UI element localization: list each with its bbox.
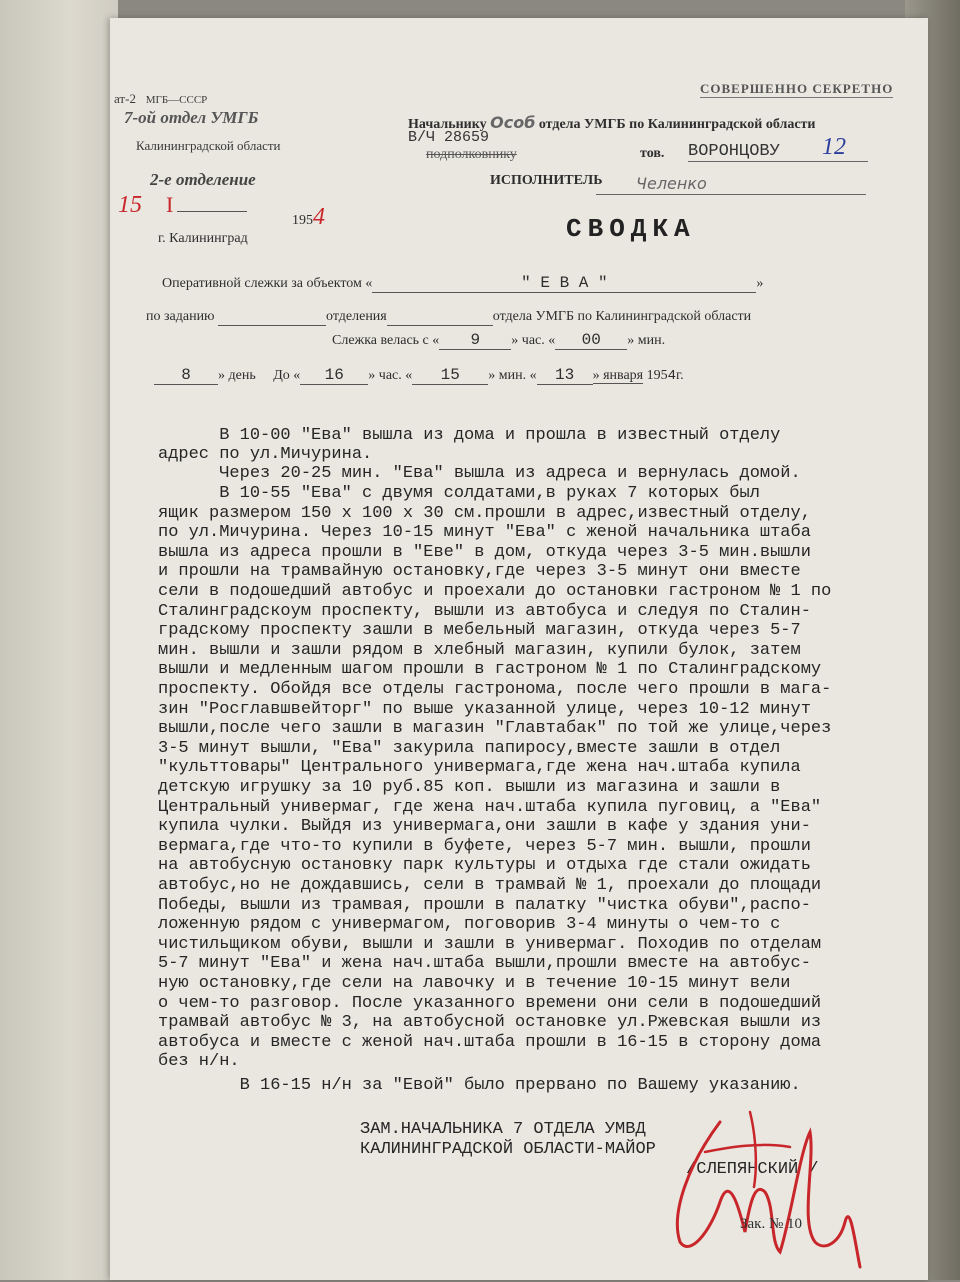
order-number: Зак. № 10 bbox=[740, 1216, 803, 1232]
body-line: без н/н. bbox=[158, 1052, 240, 1071]
body-line: по ул.Мичурина. Через 10-15 минут "Ева" с женой начальника штаба bbox=[158, 523, 811, 542]
blue-mark: 12 bbox=[822, 134, 846, 160]
task-line: по заданию отделения отдела УМГБ по Калининградской области bbox=[146, 309, 752, 324]
document-title: СВОДКА bbox=[566, 214, 696, 244]
body-line: Через 20-25 мин. "Ева" вышла из адреса и вернулась домой. bbox=[158, 464, 801, 483]
body-line: мин. вышли и зашли рядом в хлебный магазин, купили булок, затем bbox=[158, 641, 801, 660]
body-line: детскую игрушку за 10 руб.85 коп. вышли из магазина и зашли в bbox=[158, 778, 781, 797]
unit-number: В/Ч 28659 bbox=[408, 129, 490, 146]
addressee-line: Начальнику Особ отдела УМГБ по Калининградской области bbox=[408, 113, 816, 132]
adjacent-page-left bbox=[0, 0, 118, 1280]
region-label: Калининградской области bbox=[136, 138, 281, 153]
addressee-name: ВОРОНЦОВУ bbox=[688, 142, 868, 162]
to-label: тов. bbox=[640, 146, 665, 161]
body-line: Центральный универмаг, где жена нач.штаба купила пуговиц, а "Ева" bbox=[158, 798, 822, 817]
city-label: г. Калининград bbox=[158, 231, 248, 246]
body-line: ложенную рядом с универмагом, поговорив 3-4 минуты о чем-то с bbox=[158, 915, 781, 934]
surveillance-line: Оперативной слежки за объектом « " Е В А " » bbox=[162, 274, 764, 292]
body-line: сели в подошедший автобус и проехали до остановки гастроном № 1 по bbox=[158, 582, 832, 601]
body-line: В 10-55 "Ева" с двумя солдатами,в руках 7 которых был bbox=[158, 484, 760, 503]
handwritten-signature bbox=[650, 1092, 880, 1282]
from-time-line: Слежка велась с « 9 » час. « 00 » мин. bbox=[332, 331, 666, 349]
body-line: Сталинградскоум проспекту, вышли из автобуса и следуя по Сталин- bbox=[158, 602, 811, 621]
body-line: проспекту. Обойдя все отделы гастронома, после чего прошли в мага- bbox=[158, 680, 832, 699]
body-line: о чем-то разговор. После указанного времени они сели в подошедший bbox=[158, 994, 822, 1013]
body-line: 3-5 минут вышли, "Ева" закурила папиросу,вместе зашли в отдел bbox=[158, 739, 781, 758]
signer-name: /СЛЕПЯНСКИЙ / bbox=[686, 1160, 819, 1179]
rank-struck: подполковнику bbox=[426, 147, 517, 162]
body-line: автобус,но не дождавшись, сели в трамвай № 1, проехали до площади bbox=[158, 876, 822, 895]
body-line: трамвай автобус № 3, на автобусной остановке ул.Ржевская вышли из bbox=[158, 1013, 822, 1032]
body-line: ную остановку,где сели на лавочку и в течение 10-15 минут вели bbox=[158, 974, 791, 993]
executor-field: Челенко bbox=[596, 174, 866, 195]
body-line: на автобусную остановку парк культуры и отдыха где стали ожидать bbox=[158, 856, 811, 875]
body-line: "культтовары" Центрального универмага,где жена нач.штаба купила bbox=[158, 758, 801, 777]
doc-year: 1954 bbox=[292, 204, 325, 230]
body-line: зин "Росглавшвейторг" по выше указанной улице, через 10-12 минут bbox=[158, 700, 811, 719]
body-line: купила чулки. Выйдя из универмага,они зашли в кафе у здания уни- bbox=[158, 817, 811, 836]
body-line: автобуса и вместе с женой нач.штаба прошли в 16-15 в сторону дома bbox=[158, 1033, 822, 1052]
body-line: 5-7 минут "Ева" и жена нач.штаба вышли,прошли вместе на автобус- bbox=[158, 954, 811, 973]
body-line: вышла из адреса прошли в "Еве" в дом, откуда через 3-5 мин.вышли bbox=[158, 543, 811, 562]
body-line: вермага,где что-то купили в буфете, через 5-7 мин. вышли, прошли bbox=[158, 837, 811, 856]
department-stamp: 7-ой отдел УМГБ bbox=[124, 108, 259, 127]
form-code: ат-2 МГБ—СССР bbox=[114, 91, 208, 106]
body-line: чистильщиком обуви, вышли и зашли в универмаг. Походив по отделам bbox=[158, 935, 822, 954]
body-line: В 16-15 н/н за "Евой" было прервано по Вашему указанию. bbox=[158, 1076, 801, 1095]
body-line: вышли,после чего зашли в магазин "Главтабак" по той же улице,через bbox=[158, 719, 832, 738]
body-line: Победы, вышли из трамвая, прошли в палатку "чистка обуви",распо- bbox=[158, 896, 811, 915]
classification-stamp: СОВЕРШЕННО СЕКРЕТНО bbox=[700, 81, 894, 96]
body-line: и прошли на трамвайную остановку,где через 3-5 минут они вместе bbox=[158, 562, 801, 581]
body-line: вышли и медленным шагом прошли в гастроном № 1 по Сталинградскому bbox=[158, 660, 822, 679]
section-handwritten: 2-е отделение bbox=[150, 170, 256, 189]
body-line: В 10-00 "Ева" вышла из дома и прошла в известный отделу bbox=[158, 426, 781, 445]
body-line: адрес по ул.Мичурина. bbox=[158, 445, 373, 464]
executor-label: ИСПОЛНИТЕЛЬ bbox=[490, 173, 603, 188]
doc-number-line: 15 I bbox=[118, 192, 298, 219]
document-page bbox=[110, 18, 928, 1280]
body-line: градскому проспекту зашли в мебельный магазин, откуда через 5-7 bbox=[158, 621, 801, 640]
to-time-line: 8 » день До « 16 » час. « 15 » мин. « 13 » января 1954г. bbox=[154, 366, 684, 385]
signature-title-line2: КАЛИНИНГРАДСКОЙ ОБЛАСТИ-МАЙОР bbox=[360, 1140, 656, 1159]
body-line: ящик размером 150 х 100 х 30 см.прошли в адрес,известный отделу, bbox=[158, 504, 811, 523]
signature-title-line1: ЗАМ.НАЧАЛЬНИКА 7 ОТДЕЛА УМВД bbox=[360, 1120, 646, 1139]
